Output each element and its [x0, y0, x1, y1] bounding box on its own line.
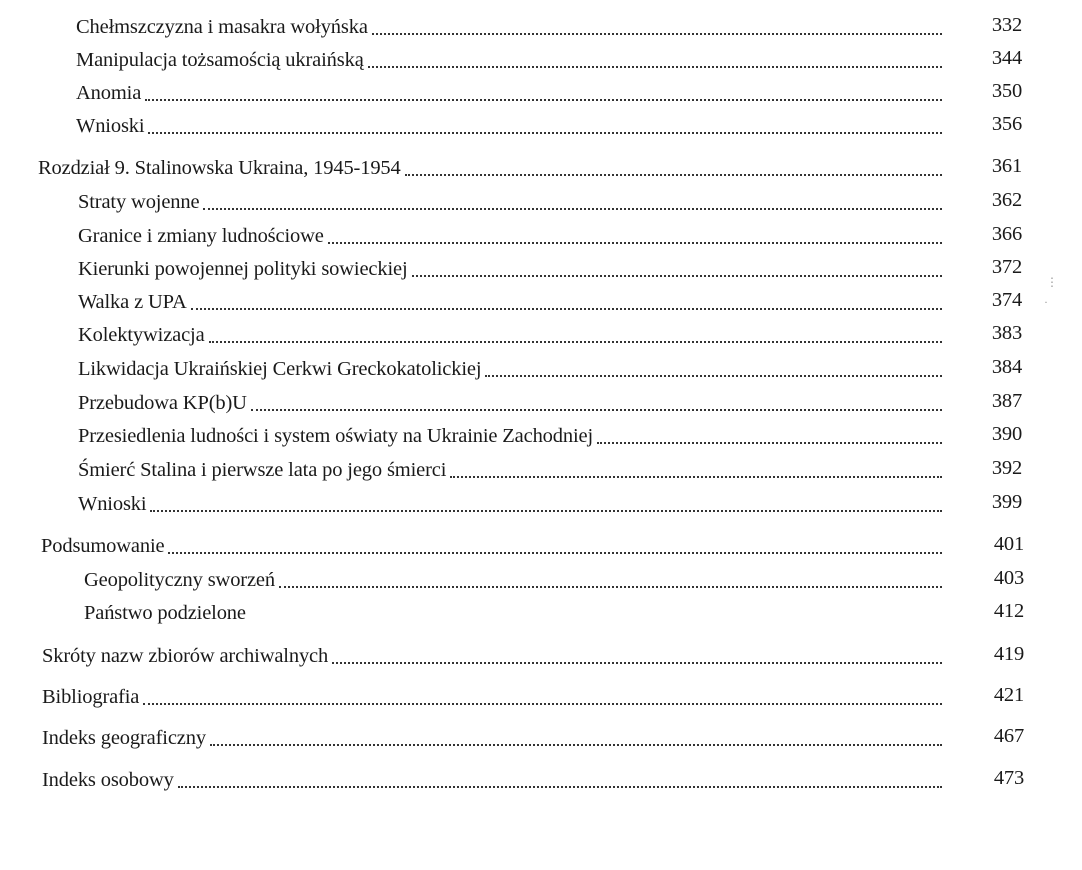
- toc-entry-leader: [209, 341, 942, 343]
- toc-entry-title: Kierunki powojennej polityki sowieckiej: [78, 258, 408, 280]
- toc-entry-title: Państwo podzielone: [84, 602, 246, 624]
- toc-entry: [0, 454, 1082, 487]
- toc-entry: [0, 353, 1082, 386]
- toc-entry-leader: [145, 99, 942, 101]
- toc-entry-title: Geopolityczny sworzeń: [84, 569, 275, 591]
- toc-entry-title: Podsumowanie: [41, 535, 165, 557]
- toc-entry-title: Rozdział 9. Stalinowska Ukraina, 1945-1954: [38, 157, 401, 179]
- toc-entry: [0, 11, 1082, 44]
- toc-entry-leader: [368, 66, 942, 68]
- toc-entry-title: Wnioski: [78, 493, 147, 515]
- toc-chapter: [0, 530, 1082, 563]
- toc-entry-leader: [450, 476, 942, 478]
- toc-entry: [0, 286, 1082, 319]
- toc-entry-leader: [597, 442, 942, 444]
- toc-entry-page: 383: [991, 322, 1022, 344]
- toc-entry-page: 412: [993, 600, 1024, 622]
- toc-chapter: [0, 722, 1082, 755]
- toc-entry-title: Śmierć Stalina i pierwsze lata po jego śmierci: [78, 459, 447, 481]
- toc-entry: [0, 319, 1082, 352]
- toc-entry-title: Chełmszczyzna i masakra wołyńska: [76, 16, 368, 38]
- toc-entry-page: 384: [991, 356, 1022, 378]
- toc-entry-title: Skróty nazw zbiorów archiwalnych: [42, 645, 329, 667]
- toc-entry-leader: [178, 786, 942, 788]
- toc-entry-page: 473: [993, 767, 1024, 789]
- toc-entry-leader: [210, 744, 942, 746]
- toc-entry-title: Indeks geograficzny: [42, 727, 206, 749]
- toc-entry-page: 467: [993, 725, 1024, 747]
- toc-chapter: [0, 681, 1082, 714]
- toc-entry-leader: [191, 308, 942, 310]
- toc-entry-leader: [143, 703, 942, 705]
- toc-entry-leader: [148, 132, 942, 134]
- toc-entry-page: 350: [991, 80, 1022, 102]
- toc-entry-leader: [485, 375, 942, 377]
- toc-entry-leader: [405, 174, 942, 176]
- toc-entry-page: 344: [991, 47, 1022, 69]
- toc-entry-page: 399: [991, 491, 1022, 513]
- toc-entry: [0, 387, 1082, 420]
- toc-entry-title: Indeks osobowy: [42, 769, 174, 791]
- toc-entry-leader: [328, 242, 942, 244]
- scan-speck: ·: [1044, 295, 1048, 309]
- toc-entry: [0, 220, 1082, 253]
- toc-entry: [0, 44, 1082, 77]
- scan-speck: ⋮: [1046, 275, 1058, 289]
- toc-entry: [0, 253, 1082, 289]
- toc-entry-page: 419: [993, 643, 1024, 665]
- toc-entry-title: Wnioski: [76, 115, 145, 137]
- toc-entry-page: 387: [991, 390, 1022, 412]
- toc-entry-title: Straty wojenne: [78, 191, 200, 213]
- toc-entry-title: Granice i zmiany ludnościowe: [78, 225, 324, 247]
- toc-entry-title: Bibliografia: [42, 686, 140, 708]
- toc-entry-title: Manipulacja tożsamością ukraińską: [76, 49, 364, 71]
- toc-entry-title: Kolektywizacja: [78, 324, 205, 346]
- toc-chapter: [0, 640, 1082, 673]
- toc-entry-leader: [412, 275, 942, 277]
- toc-entry-title: Walka z UPA: [78, 291, 187, 313]
- toc-entry-page: 403: [993, 567, 1024, 589]
- toc-chapter: [0, 152, 1082, 185]
- toc-entry-title: Przesiedlenia ludności i system oświaty na Ukrainie Zachodniej: [78, 425, 594, 447]
- toc-entry-leader: [203, 208, 942, 210]
- toc-entry: [0, 488, 1082, 521]
- toc-entry-title: Anomia: [76, 82, 142, 104]
- toc-entry: [0, 420, 1082, 453]
- toc-entry-page: 421: [993, 684, 1024, 706]
- toc-entry-leader: [168, 552, 942, 554]
- toc-entry-page: 374: [991, 289, 1022, 311]
- toc-entry-page: 366: [991, 223, 1022, 245]
- toc-entry: [0, 186, 1082, 219]
- toc-entry-title: Przebudowa KP(b)U: [78, 392, 247, 414]
- toc-entry: [0, 110, 1082, 143]
- toc-entry-page: 401: [993, 533, 1024, 555]
- toc-entry-title: Likwidacja Ukraińskiej Cerkwi Greckokatolickiej: [78, 358, 482, 380]
- toc-entry-page: 361: [991, 155, 1022, 177]
- toc-entry: [0, 597, 1082, 630]
- toc-entry-leader: [372, 33, 942, 35]
- toc-entry-leader: [150, 510, 942, 512]
- toc-entry-page: 392: [991, 457, 1022, 479]
- toc-entry: [0, 564, 1082, 597]
- toc-entry-leader: [251, 409, 942, 411]
- toc-entry-page: 362: [991, 189, 1022, 211]
- toc-chapter: [0, 764, 1082, 797]
- toc-entry-leader: [279, 586, 942, 588]
- toc-entry-page: 372: [991, 256, 1022, 278]
- toc-entry-page: 332: [991, 14, 1022, 36]
- toc-entry-leader: [332, 662, 942, 664]
- toc-entry-page: 356: [991, 113, 1022, 135]
- toc-entry: [0, 77, 1082, 110]
- toc-entry-page: 390: [991, 423, 1022, 445]
